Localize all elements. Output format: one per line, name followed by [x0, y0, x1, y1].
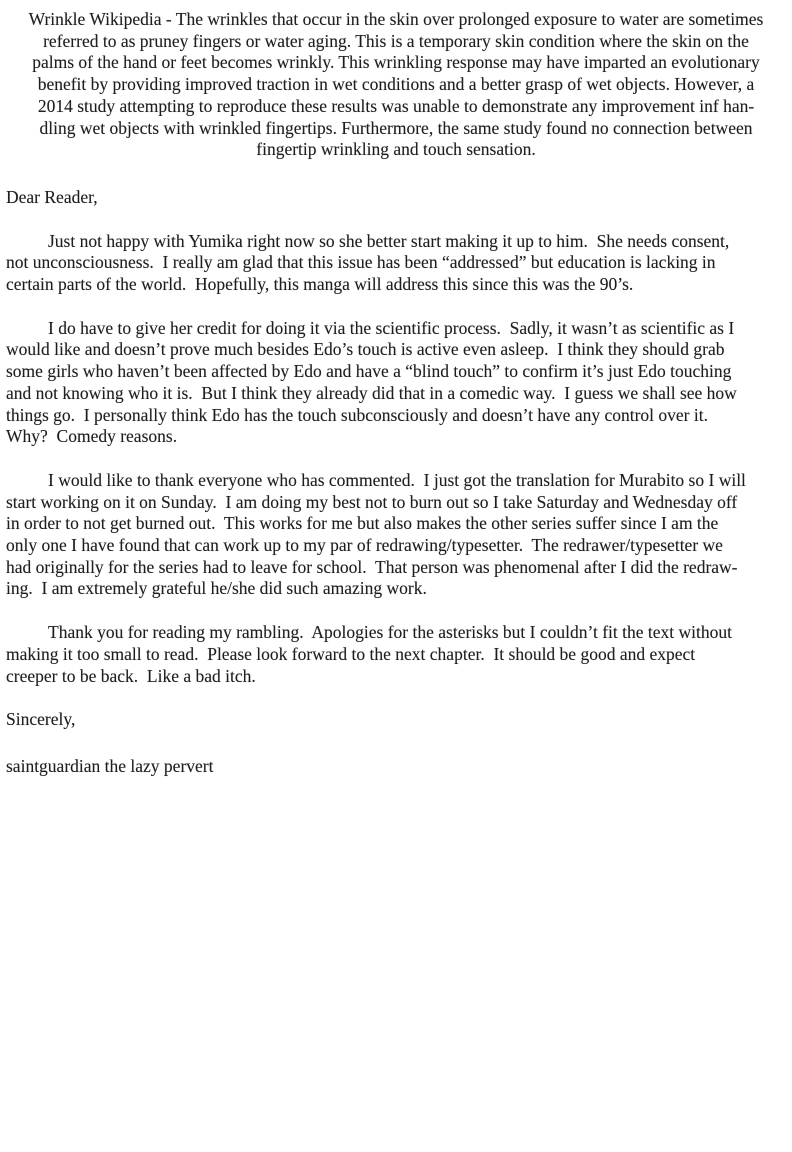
text-line: had originally for the series had to leave for school. That person was phenomenal after I did the redraw-	[6, 556, 738, 577]
text-line: in order to not get burned out. This works for me but also makes the other series suffer since I am the	[6, 513, 719, 534]
text-line: fingertip wrinkling and touch sensation.	[256, 139, 536, 160]
text-line: would like and doesn’t prove much besides Edo’s touch is active even asleep. I think they should grab	[6, 339, 725, 360]
text-line: Just not happy with Yumika right now so she better start making it up to him. She needs consent,	[48, 230, 730, 251]
text-line: dling wet objects with wrinkled fingertips. Furthermore, the same study found no connection between	[39, 117, 753, 138]
text-line: things go. I personally think Edo has the touch subconsciously and doesn’t have any control over it.	[6, 404, 708, 425]
closing: Sincerely,	[6, 709, 76, 730]
text-line: palms of the hand or feet becomes wrinkly. This wrinkling response may have imparted an evolutionary	[32, 52, 760, 73]
text-line: not unconsciousness. I really am glad that this issue has been “addressed” but education is lacking in	[6, 252, 716, 273]
text-line: I do have to give her credit for doing it via the scientific process. Sadly, it wasn’t as scientific as I	[48, 317, 735, 338]
text-line: Thank you for reading my rambling. Apologies for the asterisks but I couldn’t fit the text without	[48, 622, 732, 643]
text-line: creeper to be back. Like a bad itch.	[6, 665, 256, 686]
text-line: I would like to thank everyone who has commented. I just got the translation for Murabito so I will	[48, 469, 746, 490]
text-line: 2014 study attempting to reproduce these results was unable to demonstrate any improvement inf han-	[37, 95, 755, 116]
text-line: referred to as pruney fingers or water aging. This is a temporary skin condition where the skin on the	[43, 30, 749, 51]
text-line: ing. I am extremely grateful he/she did such amazing work.	[6, 578, 427, 599]
body-paragraph-3	[6, 470, 786, 600]
text-line: some girls who haven’t been affected by Edo and have a “blind touch” to confirm it’s just Edo touching	[6, 361, 732, 382]
signature: saintguardian the lazy pervert	[6, 755, 214, 776]
text-line: only one I have found that can work up to my par of redrawing/typesetter. The redrawer/typesetter we	[6, 535, 723, 556]
text-line: Wrinkle Wikipedia - The wrinkles that occur in the skin over prolonged exposure to water are sometimes	[28, 9, 764, 29]
text-line: Why? Comedy reasons.	[6, 426, 178, 447]
body-paragraph-1	[6, 231, 786, 296]
body-paragraph-4	[6, 622, 786, 687]
text-line: making it too small to read. Please look forward to the next chapter. It should be good and expect	[6, 643, 696, 664]
text-line: benefit by providing improved traction in wet conditions and a better grasp of wet objects. However, a	[37, 74, 755, 95]
salutation: Dear Reader,	[6, 186, 98, 207]
intro-paragraph	[6, 9, 786, 161]
body-paragraph-2	[6, 318, 786, 448]
text-line: and not knowing who it is. But I think they already did that in a comedic way. I guess we shall see how	[6, 382, 737, 403]
text-line: start working on it on Sunday. I am doing my best not to burn out so I take Saturday and Wednesday off	[6, 491, 738, 512]
text-line: certain parts of the world. Hopefully, this manga will address this since this was the 90’s.	[6, 274, 634, 295]
